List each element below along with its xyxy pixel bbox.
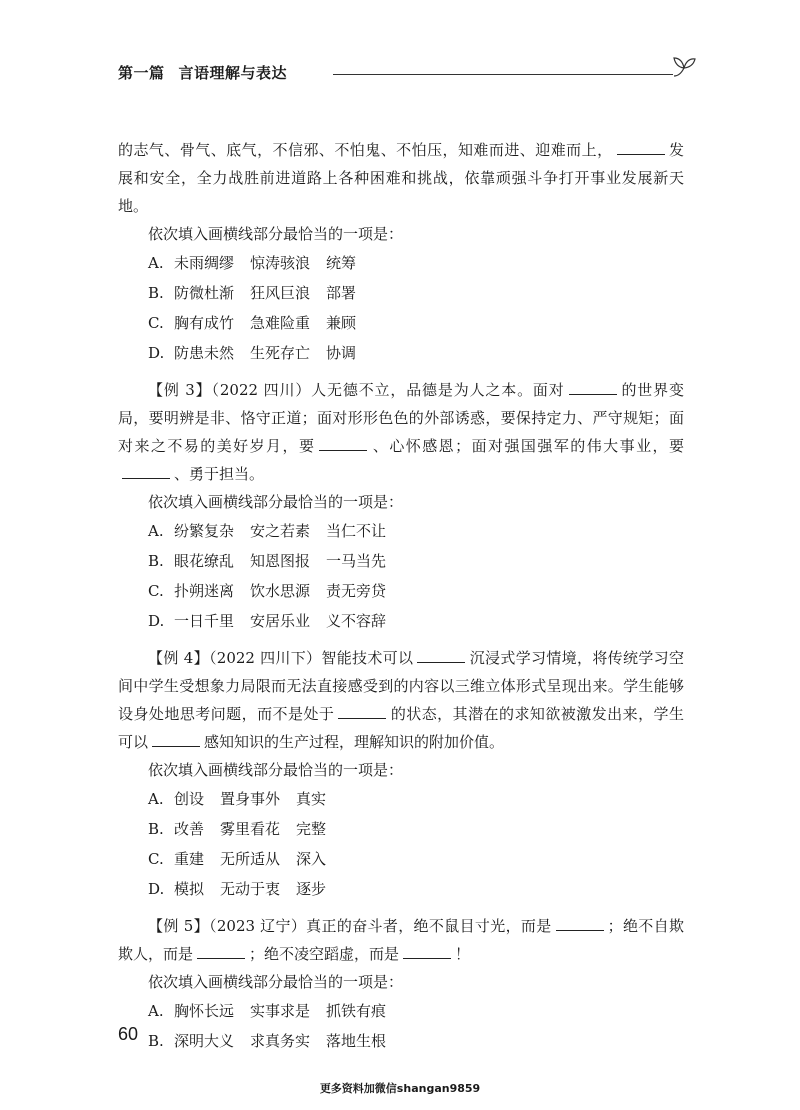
option-word: 协调 bbox=[326, 344, 357, 362]
option-label: D. bbox=[148, 344, 165, 362]
header-part: 第一篇 bbox=[118, 64, 165, 82]
answer-blank bbox=[122, 466, 170, 479]
example-source: （2023 辽宁） bbox=[209, 917, 307, 935]
passage-text: 智能技术可以 bbox=[321, 649, 414, 667]
example-tag: 【例 3】 bbox=[148, 381, 212, 399]
option-word: 责无旁贷 bbox=[326, 582, 387, 600]
passage-text: 的志气、骨气、底气，不信邪、不怕鬼、不怕压，知难而进、迎难而上， bbox=[118, 141, 613, 159]
option-word: 求真务实 bbox=[250, 1032, 311, 1050]
passage-text: 展和安全，全力战胜前进道路上各种困难和挑战，依靠顽强斗争打开事业发展新天地。 bbox=[118, 169, 684, 215]
option-label: A. bbox=[148, 522, 164, 540]
header-rule bbox=[333, 74, 673, 75]
option-label: A. bbox=[148, 1002, 164, 1020]
question-prompt: 依次填入画横线部分最恰当的一项是： bbox=[148, 973, 404, 991]
example-source: （2022 四川下） bbox=[208, 649, 322, 667]
option-label: C. bbox=[148, 314, 164, 332]
option-a bbox=[118, 248, 684, 278]
option-word: 兼顾 bbox=[326, 314, 357, 332]
example-5 bbox=[118, 912, 684, 1056]
option-word: 雾里看花 bbox=[220, 820, 281, 838]
option-word: 狂风巨浪 bbox=[250, 284, 311, 302]
option-word: 眼花缭乱 bbox=[174, 552, 235, 570]
option-word: 落地生根 bbox=[326, 1032, 387, 1050]
answer-blank bbox=[617, 142, 665, 155]
option-word: 深入 bbox=[296, 850, 327, 868]
answer-blank bbox=[152, 734, 200, 747]
option-word: 饮水思源 bbox=[250, 582, 311, 600]
passage-text: 人无德不立，品德是为人之本。面对 bbox=[311, 381, 565, 399]
option-b bbox=[118, 1026, 684, 1056]
answer-blank bbox=[556, 918, 604, 931]
answer-blank bbox=[319, 438, 367, 451]
passage-text: 的世界变局，要明辨是非、恪守正道；面对形形色色的外部诱惑，要保持定力、严守规矩；面对来之不易的美好岁月，要 bbox=[118, 381, 684, 455]
option-word: 深明大义 bbox=[174, 1032, 235, 1050]
passage-text: 真正的奋斗者，绝不鼠目寸光，而是 bbox=[306, 917, 552, 935]
option-word: 急难险重 bbox=[250, 314, 311, 332]
option-c bbox=[118, 308, 684, 338]
option-word: 生死存亡 bbox=[250, 344, 311, 362]
passage-text: 沉浸式学习情境，将传统学习空间中学生受想象力局限而无法直接感受到的内容以三维立体形式呈现出来。学生能够设身处地思考问题，而不是处于 bbox=[118, 649, 684, 723]
passage bbox=[118, 912, 684, 968]
option-word: 无所适从 bbox=[220, 850, 281, 868]
answer-blank bbox=[403, 946, 451, 959]
option-word: 义不容辞 bbox=[326, 612, 387, 630]
option-label: B. bbox=[148, 1032, 164, 1050]
option-word: 重建 bbox=[174, 850, 205, 868]
option-word: 一日千里 bbox=[174, 612, 235, 630]
sprout-icon bbox=[670, 54, 698, 82]
passage-text: 感知知识的生产过程，理解知识的附加价值。 bbox=[204, 733, 505, 751]
example-3 bbox=[118, 376, 684, 636]
option-d bbox=[118, 606, 684, 636]
option-word: 纷繁复杂 bbox=[174, 522, 235, 540]
option-word: 安之若素 bbox=[250, 522, 311, 540]
option-label: C. bbox=[148, 582, 164, 600]
option-word: 未雨绸缪 bbox=[174, 254, 235, 272]
option-d bbox=[118, 874, 684, 904]
option-label: B. bbox=[148, 284, 164, 302]
option-word: 无动于衷 bbox=[220, 880, 281, 898]
passage-text: 的状态，其潜在的求知欲被激发出来，学生可以 bbox=[118, 705, 684, 751]
option-word: 当仁不让 bbox=[326, 522, 387, 540]
footer-watermark: 更多资料加微信shangan9859 bbox=[319, 1082, 481, 1095]
passage bbox=[118, 136, 684, 220]
option-word: 抓铁有痕 bbox=[326, 1002, 387, 1020]
option-word: 创设 bbox=[174, 790, 205, 808]
option-word: 完整 bbox=[296, 820, 327, 838]
option-word: 胸有成竹 bbox=[174, 314, 235, 332]
passage-text: 、勇于担当。 bbox=[174, 465, 265, 483]
option-word: 胸怀长远 bbox=[174, 1002, 235, 1020]
passage-text: ！ bbox=[455, 945, 471, 963]
option-word: 防微杜渐 bbox=[174, 284, 235, 302]
option-b bbox=[118, 814, 684, 844]
option-word: 改善 bbox=[174, 820, 205, 838]
option-word: 置身事外 bbox=[220, 790, 281, 808]
option-label: D. bbox=[148, 612, 165, 630]
option-word: 一马当先 bbox=[326, 552, 387, 570]
option-a bbox=[118, 996, 684, 1026]
header-title bbox=[118, 62, 287, 83]
passage-text: ；绝不自欺欺人，而是 bbox=[118, 917, 684, 963]
option-c bbox=[118, 576, 684, 606]
option-word: 防患未然 bbox=[174, 344, 235, 362]
example-source: （2022 四川） bbox=[211, 381, 312, 399]
page-number: 60 bbox=[118, 1024, 139, 1044]
question-prompt: 依次填入画横线部分最恰当的一项是： bbox=[148, 761, 404, 779]
passage bbox=[118, 376, 684, 488]
option-word: 模拟 bbox=[174, 880, 205, 898]
option-b bbox=[118, 278, 684, 308]
example-2-continued bbox=[118, 136, 684, 368]
option-label: D. bbox=[148, 880, 165, 898]
option-label: A. bbox=[148, 254, 164, 272]
answer-blank bbox=[338, 706, 386, 719]
option-a bbox=[118, 784, 684, 814]
example-tag: 【例 4】 bbox=[148, 649, 209, 667]
running-header bbox=[118, 58, 698, 88]
option-a bbox=[118, 516, 684, 546]
passage-text: 发 bbox=[668, 141, 684, 159]
option-word: 部署 bbox=[326, 284, 357, 302]
answer-blank bbox=[569, 382, 617, 395]
option-word: 逐步 bbox=[296, 880, 327, 898]
option-label: B. bbox=[148, 820, 164, 838]
option-d bbox=[118, 338, 684, 368]
option-label: C. bbox=[148, 850, 164, 868]
header-chapter: 言语理解与表达 bbox=[178, 64, 288, 82]
option-word: 实事求是 bbox=[250, 1002, 311, 1020]
passage bbox=[118, 644, 684, 756]
option-b bbox=[118, 546, 684, 576]
example-4 bbox=[118, 644, 684, 904]
option-word: 扑朔迷离 bbox=[174, 582, 235, 600]
option-label: A. bbox=[148, 790, 164, 808]
answer-blank bbox=[197, 946, 245, 959]
question-prompt: 依次填入画横线部分最恰当的一项是： bbox=[148, 225, 404, 243]
option-word: 统筹 bbox=[326, 254, 357, 272]
page-content bbox=[118, 132, 684, 1056]
option-label: B. bbox=[148, 552, 164, 570]
example-tag: 【例 5】 bbox=[148, 917, 210, 935]
answer-blank bbox=[417, 650, 465, 663]
option-word: 真实 bbox=[296, 790, 327, 808]
option-word: 知恩图报 bbox=[250, 552, 311, 570]
option-c bbox=[118, 844, 684, 874]
passage-text: ；绝不凌空蹈虚，而是 bbox=[249, 945, 400, 963]
question-prompt: 依次填入画横线部分最恰当的一项是： bbox=[148, 493, 404, 511]
passage-text: 、心怀感恩；面对强国强军的伟大事业，要 bbox=[371, 437, 684, 455]
option-word: 安居乐业 bbox=[250, 612, 311, 630]
option-word: 惊涛骇浪 bbox=[250, 254, 311, 272]
